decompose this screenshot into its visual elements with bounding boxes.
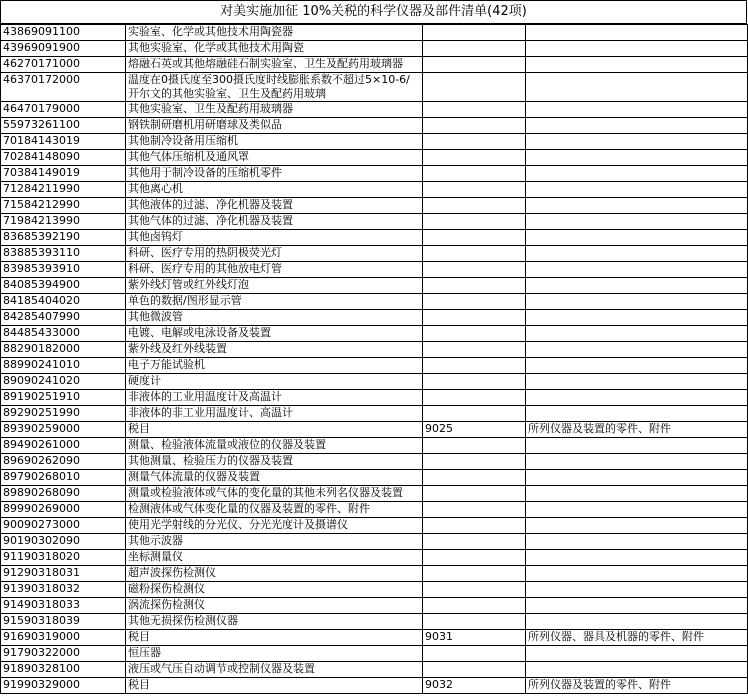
table-row bbox=[1, 294, 748, 310]
cell-note bbox=[526, 374, 748, 390]
cell-desc: 熔融石英或其他熔融硅石制实验室、卫生及配药用玻璃器 bbox=[126, 57, 423, 73]
cell-code: 71284211990 bbox=[1, 182, 126, 198]
cell-desc: 硬度计 bbox=[126, 374, 423, 390]
table-row bbox=[1, 358, 748, 374]
cell-code: 89290251990 bbox=[1, 406, 126, 422]
cell-note bbox=[526, 150, 748, 166]
cell-hs bbox=[423, 662, 526, 678]
list-title: 对美实施加征 10%关税的科学仪器及部件清单(42项) bbox=[0, 0, 747, 24]
cell-note bbox=[526, 214, 748, 230]
cell-note bbox=[526, 262, 748, 278]
cell-hs bbox=[423, 57, 526, 73]
cell-desc: 紫外线及红外线装置 bbox=[126, 342, 423, 358]
cell-code: 43969091900 bbox=[1, 41, 126, 57]
cell-note bbox=[526, 166, 748, 182]
cell-code: 89990269000 bbox=[1, 502, 126, 518]
cell-hs bbox=[423, 182, 526, 198]
cell-desc: 税目 bbox=[126, 422, 423, 438]
cell-desc: 电镀、电解或电泳设备及装置 bbox=[126, 326, 423, 342]
table-row bbox=[1, 214, 748, 230]
cell-desc: 其他测量、检验压力的仪器及装置 bbox=[126, 454, 423, 470]
cell-code: 89690262090 bbox=[1, 454, 126, 470]
cell-desc: 单色的数据/图形显示管 bbox=[126, 294, 423, 310]
cell-hs bbox=[423, 582, 526, 598]
cell-desc: 其他离心机 bbox=[126, 182, 423, 198]
cell-note: 所列仪器及装置的零件、附件 bbox=[526, 678, 748, 694]
cell-desc: 坐标测量仪 bbox=[126, 550, 423, 566]
cell-desc: 其他气体压缩机及通风罩 bbox=[126, 150, 423, 166]
cell-note bbox=[526, 118, 748, 134]
cell-hs: 9032 bbox=[423, 678, 526, 694]
cell-hs bbox=[423, 534, 526, 550]
cell-code: 46470179000 bbox=[1, 102, 126, 118]
cell-note bbox=[526, 518, 748, 534]
table-row bbox=[1, 310, 748, 326]
cell-note bbox=[526, 454, 748, 470]
cell-code: 43869091100 bbox=[1, 25, 126, 41]
table-row bbox=[1, 422, 748, 438]
cell-desc: 其他示波器 bbox=[126, 534, 423, 550]
cell-code: 89490261000 bbox=[1, 438, 126, 454]
cell-note bbox=[526, 230, 748, 246]
cell-code: 46270171000 bbox=[1, 57, 126, 73]
cell-note bbox=[526, 662, 748, 678]
table-row bbox=[1, 582, 748, 598]
cell-note bbox=[526, 502, 748, 518]
table-row bbox=[1, 438, 748, 454]
table-row bbox=[1, 342, 748, 358]
cell-hs bbox=[423, 614, 526, 630]
cell-desc: 其他卤钨灯 bbox=[126, 230, 423, 246]
cell-hs bbox=[423, 25, 526, 41]
cell-code: 91590318039 bbox=[1, 614, 126, 630]
cell-hs bbox=[423, 41, 526, 57]
table-row bbox=[1, 246, 748, 262]
cell-note bbox=[526, 550, 748, 566]
cell-hs bbox=[423, 294, 526, 310]
cell-hs bbox=[423, 470, 526, 486]
cell-desc: 超声波探伤检测仪 bbox=[126, 566, 423, 582]
cell-desc: 测量气体流量的仪器及装置 bbox=[126, 470, 423, 486]
cell-hs bbox=[423, 166, 526, 182]
cell-hs: 9025 bbox=[423, 422, 526, 438]
cell-desc: 电子万能试验机 bbox=[126, 358, 423, 374]
cell-desc: 测量、检验液体流量或液位的仪器及装置 bbox=[126, 438, 423, 454]
cell-code: 91390318032 bbox=[1, 582, 126, 598]
cell-hs bbox=[423, 310, 526, 326]
cell-hs bbox=[423, 390, 526, 406]
cell-note bbox=[526, 278, 748, 294]
table-row bbox=[1, 486, 748, 502]
cell-code: 91490318033 bbox=[1, 598, 126, 614]
cell-note bbox=[526, 646, 748, 662]
cell-desc: 非液体的非工业用温度计、高温计 bbox=[126, 406, 423, 422]
table-row bbox=[1, 230, 748, 246]
cell-code: 91990329000 bbox=[1, 678, 126, 694]
cell-desc: 磁粉探伤检测仪 bbox=[126, 582, 423, 598]
cell-note: 所列仪器及装置的零件、附件 bbox=[526, 422, 748, 438]
cell-note bbox=[526, 534, 748, 550]
table-row bbox=[1, 73, 748, 102]
cell-code: 83885393110 bbox=[1, 246, 126, 262]
cell-hs bbox=[423, 518, 526, 534]
table-row bbox=[1, 166, 748, 182]
cell-note bbox=[526, 614, 748, 630]
table-row bbox=[1, 182, 748, 198]
cell-desc: 其他气体的过滤、净化机器及装置 bbox=[126, 214, 423, 230]
cell-hs bbox=[423, 566, 526, 582]
cell-code: 83685392190 bbox=[1, 230, 126, 246]
cell-hs bbox=[423, 262, 526, 278]
table-row bbox=[1, 262, 748, 278]
table-row bbox=[1, 41, 748, 57]
cell-code: 84285407990 bbox=[1, 310, 126, 326]
cell-desc: 测量或检验液体或气体的变化量的其他未列名仪器及装置 bbox=[126, 486, 423, 502]
table-row bbox=[1, 406, 748, 422]
cell-desc: 税目 bbox=[126, 678, 423, 694]
cell-desc: 非液体的工业用温度计及高温计 bbox=[126, 390, 423, 406]
cell-code: 83985393910 bbox=[1, 262, 126, 278]
cell-hs bbox=[423, 502, 526, 518]
cell-hs bbox=[423, 550, 526, 566]
table-row bbox=[1, 566, 748, 582]
table-row bbox=[1, 150, 748, 166]
table-row bbox=[1, 470, 748, 486]
table-row bbox=[1, 198, 748, 214]
cell-desc: 温度在0摄氏度至300摄氏度时线膨胀系数不超过5×10-6/开尔文的其他实验室、卫生及配药用玻璃 bbox=[126, 73, 423, 102]
cell-desc: 使用光学射线的分光仪、分光光度计及摄谱仪 bbox=[126, 518, 423, 534]
cell-hs bbox=[423, 486, 526, 502]
cell-desc: 科研、医疗专用的热阴极荧光灯 bbox=[126, 246, 423, 262]
cell-note bbox=[526, 102, 748, 118]
table-row bbox=[1, 534, 748, 550]
table-row bbox=[1, 630, 748, 646]
cell-note: 所列仪器、器具及机器的零件、附件 bbox=[526, 630, 748, 646]
cell-hs bbox=[423, 598, 526, 614]
cell-code: 46370172000 bbox=[1, 73, 126, 102]
table-row bbox=[1, 118, 748, 134]
cell-note bbox=[526, 390, 748, 406]
table-row bbox=[1, 550, 748, 566]
table-row bbox=[1, 502, 748, 518]
table-row bbox=[1, 25, 748, 41]
table-row bbox=[1, 278, 748, 294]
cell-code: 91790322000 bbox=[1, 646, 126, 662]
table-row bbox=[1, 598, 748, 614]
table-row bbox=[1, 134, 748, 150]
cell-note bbox=[526, 182, 748, 198]
cell-code: 90090273000 bbox=[1, 518, 126, 534]
cell-code: 90190302090 bbox=[1, 534, 126, 550]
cell-desc: 恒压器 bbox=[126, 646, 423, 662]
cell-note bbox=[526, 438, 748, 454]
cell-note bbox=[526, 582, 748, 598]
cell-desc: 其他微波管 bbox=[126, 310, 423, 326]
cell-hs bbox=[423, 454, 526, 470]
cell-note bbox=[526, 470, 748, 486]
cell-note bbox=[526, 358, 748, 374]
cell-desc: 检测液体或气体变化量的仪器及装置的零件、附件 bbox=[126, 502, 423, 518]
cell-hs bbox=[423, 246, 526, 262]
cell-hs bbox=[423, 230, 526, 246]
table-row bbox=[1, 662, 748, 678]
cell-hs bbox=[423, 342, 526, 358]
cell-hs bbox=[423, 374, 526, 390]
cell-code: 71984213990 bbox=[1, 214, 126, 230]
cell-note bbox=[526, 342, 748, 358]
cell-code: 91190318020 bbox=[1, 550, 126, 566]
cell-code: 91690319000 bbox=[1, 630, 126, 646]
table-body bbox=[1, 25, 748, 694]
cell-note bbox=[526, 41, 748, 57]
cell-desc: 实验室、化学或其他技术用陶瓷器 bbox=[126, 25, 423, 41]
cell-hs bbox=[423, 150, 526, 166]
cell-hs bbox=[423, 326, 526, 342]
cell-note bbox=[526, 486, 748, 502]
cell-code: 88990241010 bbox=[1, 358, 126, 374]
cell-hs bbox=[423, 358, 526, 374]
cell-code: 84485433000 bbox=[1, 326, 126, 342]
cell-code: 55973261100 bbox=[1, 118, 126, 134]
table-row bbox=[1, 678, 748, 694]
table-row bbox=[1, 57, 748, 73]
cell-note bbox=[526, 246, 748, 262]
table-row bbox=[1, 454, 748, 470]
cell-code: 89890268090 bbox=[1, 486, 126, 502]
cell-desc: 钢铁制研磨机用研磨球及类似品 bbox=[126, 118, 423, 134]
cell-note bbox=[526, 25, 748, 41]
cell-desc: 税目 bbox=[126, 630, 423, 646]
cell-desc: 其他实验室、化学或其他技术用陶瓷 bbox=[126, 41, 423, 57]
cell-desc: 科研、医疗专用的其他放电灯管 bbox=[126, 262, 423, 278]
cell-desc: 其他用于制冷设备的压缩机零件 bbox=[126, 166, 423, 182]
cell-hs bbox=[423, 102, 526, 118]
table-row bbox=[1, 646, 748, 662]
cell-note bbox=[526, 598, 748, 614]
cell-desc: 其他液体的过滤、净化机器及装置 bbox=[126, 198, 423, 214]
cell-desc: 其他实验室、卫生及配药用玻璃器 bbox=[126, 102, 423, 118]
table-row bbox=[1, 326, 748, 342]
cell-note bbox=[526, 326, 748, 342]
cell-code: 84085394900 bbox=[1, 278, 126, 294]
cell-code: 88290182000 bbox=[1, 342, 126, 358]
cell-code: 70384149019 bbox=[1, 166, 126, 182]
cell-note bbox=[526, 134, 748, 150]
cell-note bbox=[526, 406, 748, 422]
cell-note bbox=[526, 294, 748, 310]
cell-desc: 其他无损探伤检测仪器 bbox=[126, 614, 423, 630]
cell-hs bbox=[423, 214, 526, 230]
cell-note bbox=[526, 310, 748, 326]
cell-desc: 其他制冷设备用压缩机 bbox=[126, 134, 423, 150]
cell-hs bbox=[423, 198, 526, 214]
cell-code: 89190251910 bbox=[1, 390, 126, 406]
table-row bbox=[1, 390, 748, 406]
cell-desc: 涡流探伤检测仪 bbox=[126, 598, 423, 614]
cell-hs bbox=[423, 646, 526, 662]
cell-code: 70184143019 bbox=[1, 134, 126, 150]
table-row bbox=[1, 102, 748, 118]
cell-note bbox=[526, 198, 748, 214]
cell-code: 71584212990 bbox=[1, 198, 126, 214]
cell-code: 89390259000 bbox=[1, 422, 126, 438]
cell-desc: 紫外线灯管或红外线灯泡 bbox=[126, 278, 423, 294]
table-row bbox=[1, 374, 748, 390]
table-row bbox=[1, 614, 748, 630]
cell-hs bbox=[423, 278, 526, 294]
cell-code: 89090241020 bbox=[1, 374, 126, 390]
cell-code: 89790268010 bbox=[1, 470, 126, 486]
cell-code: 84185404020 bbox=[1, 294, 126, 310]
cell-note bbox=[526, 566, 748, 582]
cell-hs bbox=[423, 118, 526, 134]
cell-desc: 液压或气压自动调节或控制仪器及装置 bbox=[126, 662, 423, 678]
cell-note bbox=[526, 73, 748, 102]
cell-code: 91890328100 bbox=[1, 662, 126, 678]
cell-note bbox=[526, 57, 748, 73]
table-row bbox=[1, 518, 748, 534]
cell-code: 70284148090 bbox=[1, 150, 126, 166]
cell-hs bbox=[423, 134, 526, 150]
cell-hs bbox=[423, 73, 526, 102]
tariff-table bbox=[0, 24, 748, 694]
cell-hs bbox=[423, 438, 526, 454]
cell-hs: 9031 bbox=[423, 630, 526, 646]
cell-hs bbox=[423, 406, 526, 422]
cell-code: 91290318031 bbox=[1, 566, 126, 582]
